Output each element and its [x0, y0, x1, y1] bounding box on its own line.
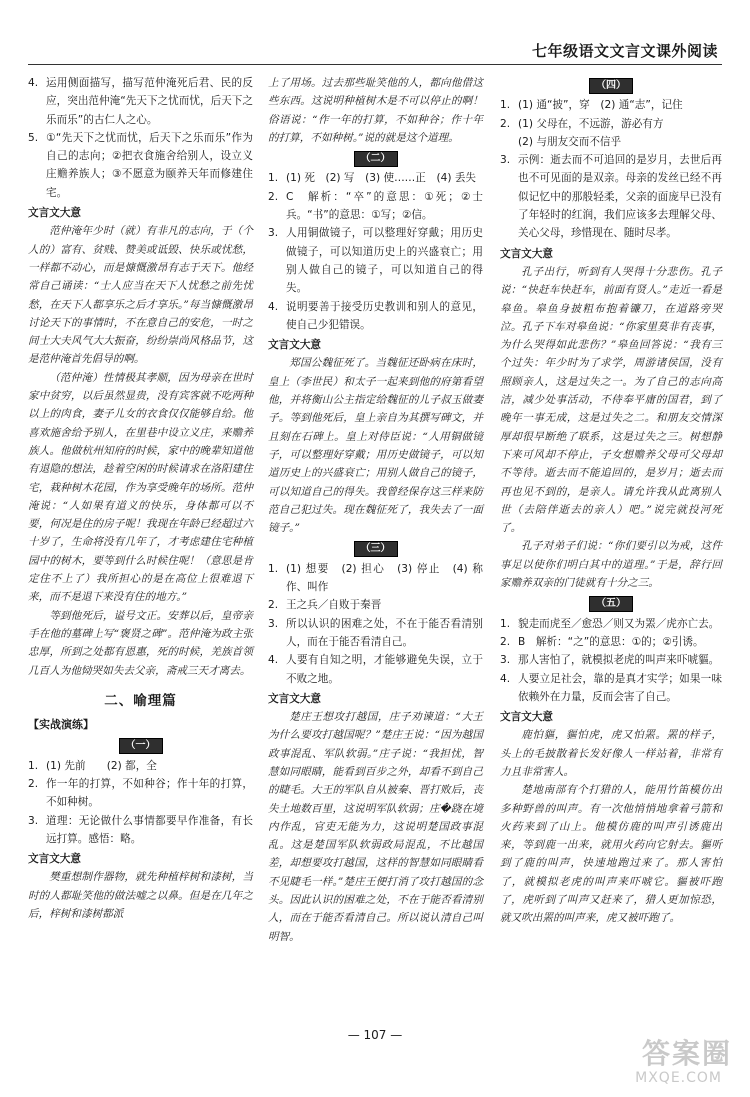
- translation-paragraph: 等到他死后，谥号文正。安葬以后，皇帝亲手在他的墓碑上写“褒贤之碑”。范仲淹为政主张忠厚，所到之处都有恩惠，死的时候，羌族首领几百人为他恸哭如失去父亲，斋戒三天才离去。: [28, 609, 253, 677]
- translation-paragraph: 楚庄王想攻打越国，庄子劝谏道：“大王为什么要攻打越国呢？”楚庄王说：“因为越国政事混乱、军队软弱。”庄子说：“我担忧，智慧如同眼睛，能看到百步之外，却看不到自己的睫毛。大王的军队自从被秦、晋打败后，丧失土地数百里，这说明军队软弱；庄�跷在境内作乱，官吏无能为力，这说明楚国政事混乱。这是楚国军队软弱政局混乱，不比越国差，却想要攻打越国，这样的智慧如同眼睛看不见睫毛一样。”楚庄王便打消了攻打越国的念头。因此认识的困难之处，不在于能否看清别人，而在于能否看清自己。所以说认清自己叫明智。: [268, 711, 483, 943]
- translation-paragraph: 孔子出行，听到有人哭得十分悲伤。孔子说：“快赶车快赶车，前面有贤人。”走近一看是皋鱼。皋鱼身披粗布抱着镰刀，在道路旁哭泣。孔子下车对皋鱼说：“你家里莫非有丧事，为什么哭得如此悲伤？”皋鱼回答说：“我有三个过失：年少时为了求学，周游诸侯国，没有照顾亲人，这是过失之一。为了自己的志向高洁，减少处事活动，不侍奉平庸的国君，到了晚年一事无成，这是过失之二。和朋友交情深厚却很早断绝了联系，这是过失之三。树想静下来可风却不停止，子女想赡养父母可父母却不等待。逝去而不能追回的，是岁月；逝去而再也见不到的，是亲人。请允许我从此离别人世（去陪伴逝去的亲人）吧。”说完就投河死了。: [500, 265, 722, 535]
- item-number: 3.: [500, 154, 511, 167]
- answer-item: [28, 757, 253, 775]
- item-number: 1.: [268, 562, 279, 575]
- answer-item: [268, 560, 483, 597]
- answer-item: [268, 224, 483, 297]
- item-number: 3.: [500, 654, 511, 667]
- item-text: 作一年的打算，不如种谷；作十年的打算，不如种树。: [46, 777, 253, 809]
- translation-paragraph: 孔子对弟子们说：“你们要引以为戒，这件事足以使你们明白其中的道理。”于是，辞行回家赡养双亲的门徒就有十分之三。: [500, 540, 722, 590]
- item-number: 1.: [28, 759, 39, 772]
- chapter-heading: 二、喻理篇: [104, 692, 177, 709]
- item-number: 3.: [268, 617, 279, 630]
- item-text: 道理：无论做什么事情都要早作准备，有长远打算。感悟：略。: [46, 814, 253, 845]
- answer-item: [268, 298, 483, 335]
- item-number: 1.: [500, 617, 511, 630]
- answer-item: [500, 651, 722, 669]
- translation-paragraph: 郑国公魏征死了。当魏征还卧病在床时，皇上（李世民）和太子一起来到他的府第看望他，并将衡山公主指定给魏征的儿子叔玉做妻子。等到他死后，皇上亲自为其撰写碑文，并且刻在石碑上。皇上对侍臣说：“人用铜做镜子，可以整理好穿戴；用历史做镜子，可以知道历史上的兴盛衰亡；用别人做自己的镜子，可以知道自己的得失。我曾经保存这三样来防范自己犯过失。现在魏征死了，我失去了一面镜子。”: [268, 357, 483, 535]
- section-title: 文言文大意: [268, 339, 321, 352]
- item-number: 2.: [500, 117, 511, 130]
- translation-paragraph: 樊重想制作器物，就先种植梓树和漆树，当时的人都耻笑他的做法嘘之以鼻。但是在几年之后，梓树和漆树都派: [28, 871, 253, 921]
- column-left: [28, 74, 253, 923]
- translation-paragraph: 鹿怕貙，貙怕虎，虎又怕罴。罴的样子，头上的毛披散着长发好像人一样站着，非常有力且非常害人。: [500, 729, 722, 778]
- item-text: (1) 想要 (2) 担心 (3) 停止 (4) 称作、叫作: [286, 562, 483, 594]
- answer-item: [500, 96, 722, 114]
- section-badge-row: [500, 76, 722, 94]
- item-text: 示例：逝去而不可追回的是岁月，去世后再也不可见面的是双亲。母亲的发丝已经不再似记忆中的那般轻柔，父亲的面庞早已没有了年轻时的红润，我们应该多去理解父母、关心父母，珍惜现在、随时尽孝。: [518, 154, 722, 240]
- item-text: C 解析：“卒”的意思：①死；②士兵。“书”的意思：①写；②信。: [286, 190, 483, 222]
- item-number: 1.: [268, 172, 279, 185]
- watermark-logo: 答案圈: [641, 1037, 732, 1070]
- item-number: 3.: [268, 227, 279, 240]
- item-text: 王之兵／自败于秦晋: [286, 599, 382, 612]
- section-title: 文言文大意: [500, 247, 553, 260]
- answer-item: [268, 188, 483, 225]
- item-number: 2.: [268, 190, 279, 203]
- item-number: 2.: [28, 777, 39, 790]
- answer-item: [500, 670, 722, 707]
- section-badge: （一）: [119, 738, 163, 754]
- section-title: 文言文大意: [500, 711, 553, 724]
- answer-item: [268, 615, 483, 652]
- item-text: (1) 死 (2) 写 (3) 使……正 (4) 丢失: [286, 172, 477, 185]
- item-text: 所以认识的困难之处，不在于能否看清别人，而在于能否看清自己。: [286, 617, 483, 648]
- answer-item: [268, 169, 483, 187]
- translation-paragraph: （范仲淹）性情极其孝顺，因为母亲在世时家中贫穷，以后虽然显贵，没有宾客就不吃两种以上的肉食，妻子儿女的衣食仅仅能够自给。他喜欢施舍给予别人，在里巷中设立义庄，来赡养族人。他做杭州知府的时候，家中的晚辈知道他有退隐的想法，趁着空闲的时候请求在洛阳建住宅，栽种树木花园，作为享受晚年的场所。范仲淹说：“人如果有道义的快乐，身体都可以不要，何况是住的房子呢！我现在年龄已经超过六十岁了，生命将没有几年了，才考虑建住宅种植园中的树木，要等到什么时候住呢！（意思是肯定住不上了）我所担心的是在高位上很难退下来，而不是退下来没有住的地方。”: [28, 371, 253, 604]
- answer-item: [268, 651, 483, 688]
- answer-item: [28, 129, 253, 202]
- answer-item: [28, 775, 253, 812]
- answer-item: [500, 151, 722, 242]
- item-number: 4.: [268, 300, 279, 313]
- column-right: [500, 74, 722, 928]
- item-text: (2) 与朋友交而不信乎: [518, 135, 622, 148]
- answer-item: [500, 115, 722, 133]
- item-text: 人用铜做镜子，可以整理好穿戴；用历史做镜子，可以知道历史上的兴盛衰亡；用别人做自己的镜子，可以知道自己的得失。: [286, 227, 483, 295]
- page-header: [0, 0, 750, 58]
- header-divider: [28, 64, 722, 65]
- section-badge-row: [500, 594, 722, 612]
- answer-item: [28, 812, 253, 849]
- item-number: 5.: [28, 131, 39, 144]
- answer-item: [500, 633, 722, 651]
- item-text: 说明要善于接受历史教训和别人的意见，使自己少犯错误。: [286, 300, 483, 331]
- item-number: [500, 133, 518, 151]
- item-number: 1.: [500, 99, 511, 112]
- column-middle: [268, 74, 483, 946]
- translation-paragraph: 上了用场。过去那些耻笑他的人，都向他借这些东西。这说明种植树木是不可以停止的啊！俗语说：“作一年的打算，不如种谷；作十年的打算，不如种树。”说的就是这个道理。: [268, 77, 483, 144]
- item-number: 2.: [268, 599, 279, 612]
- section-badge: （四）: [589, 78, 633, 94]
- practice-heading: 【实战演练】: [28, 718, 94, 732]
- section-badge: （二）: [354, 151, 398, 167]
- section-badge-row: [268, 539, 483, 557]
- item-number: 3.: [28, 814, 39, 827]
- section-badge-row: [28, 736, 253, 754]
- section-badge: （三）: [354, 541, 398, 557]
- item-text: (1) 父母在，不远游，游必有方: [518, 117, 664, 130]
- answer-item: [28, 74, 253, 129]
- section-title: 文言文大意: [268, 692, 321, 705]
- page-number: — 107 —: [347, 1028, 403, 1042]
- translation-paragraph: 楚地南部有个打猎的人，能用竹笛模仿出多种野兽的叫声。有一次他悄悄地拿着弓箭和火药来到了山上。他模仿鹿的叫声引诱鹿出来，等到鹿一出来，就用火药向它射去。貙听到了鹿的叫声，快速地跑过来了。那人害怕了，就模拟老虎的叫声来吓唬它。貙被吓跑了，虎听到了叫声又赶来了，猎人更加惊恐，就又吹出罴的叫声来，虎又被吓跑了。: [500, 784, 722, 925]
- watermark-url: MXQE.COM: [635, 1070, 722, 1086]
- section-title: 文言文大意: [28, 207, 81, 220]
- item-text: (1) 先前 (2) 都，全: [46, 759, 157, 772]
- item-text: (1) 通“披”，穿 (2) 通“志”，记住: [518, 99, 683, 112]
- answer-item: [268, 596, 483, 614]
- item-text: ①“先天下之忧而忧，后天下之乐而乐”作为自己的志向；②把衣食施舍给别人，设立义庄赡养族人；③不愿意为颐养天年而修建住宅。: [46, 131, 253, 199]
- item-text: 运用侧面描写，描写范仲淹死后君、民的反应，突出范仲淹“先天下之忧而忧，后天下之乐而乐”的古仁人之心。: [46, 77, 253, 126]
- section-badge-row: [268, 149, 483, 167]
- item-number: 4.: [500, 672, 511, 685]
- book-title: 七年级语文文言文课外阅读: [531, 42, 718, 60]
- item-number: 4.: [28, 77, 39, 89]
- section-badge: （五）: [589, 596, 633, 612]
- answer-item: [500, 615, 722, 633]
- item-text: B 解析：“之”的意思：①的；②引诱。: [518, 635, 704, 648]
- item-text: 貌走而虎至／愈恐／则又为罴／虎亦亡去。: [518, 617, 720, 630]
- item-text: 那人害怕了，就模拟老虎的叫声来吓唬貙。: [518, 654, 720, 667]
- item-number: 2.: [500, 635, 511, 648]
- item-text: 人要有自知之明，才能够避免失误，立于不败之地。: [286, 654, 483, 685]
- section-title: 文言文大意: [28, 853, 81, 866]
- translation-paragraph: 范仲淹年少时（就）有非凡的志向，于（个人的）富有、贫贱、赞美或诋毁、快乐或忧愁，一样都不动心，而是慷慨激昂有志于天下。他经常自己诵读：“士人应当在天下人忧愁之前先忧愁，在天下人都享乐之后才享乐。”每当慷慨激昂讨论天下的事情时，不在意自己的安危，一时之间士大夫风气大大振奋，纷纷崇尚风格品节，这是范仲淹首先倡导的啊。: [28, 225, 253, 366]
- answer-item: [500, 133, 722, 151]
- item-number: 4.: [268, 654, 279, 667]
- item-text: 人要立足社会，靠的是真才实学；如果一味依赖外在力量，反而会害了自己。: [518, 672, 722, 703]
